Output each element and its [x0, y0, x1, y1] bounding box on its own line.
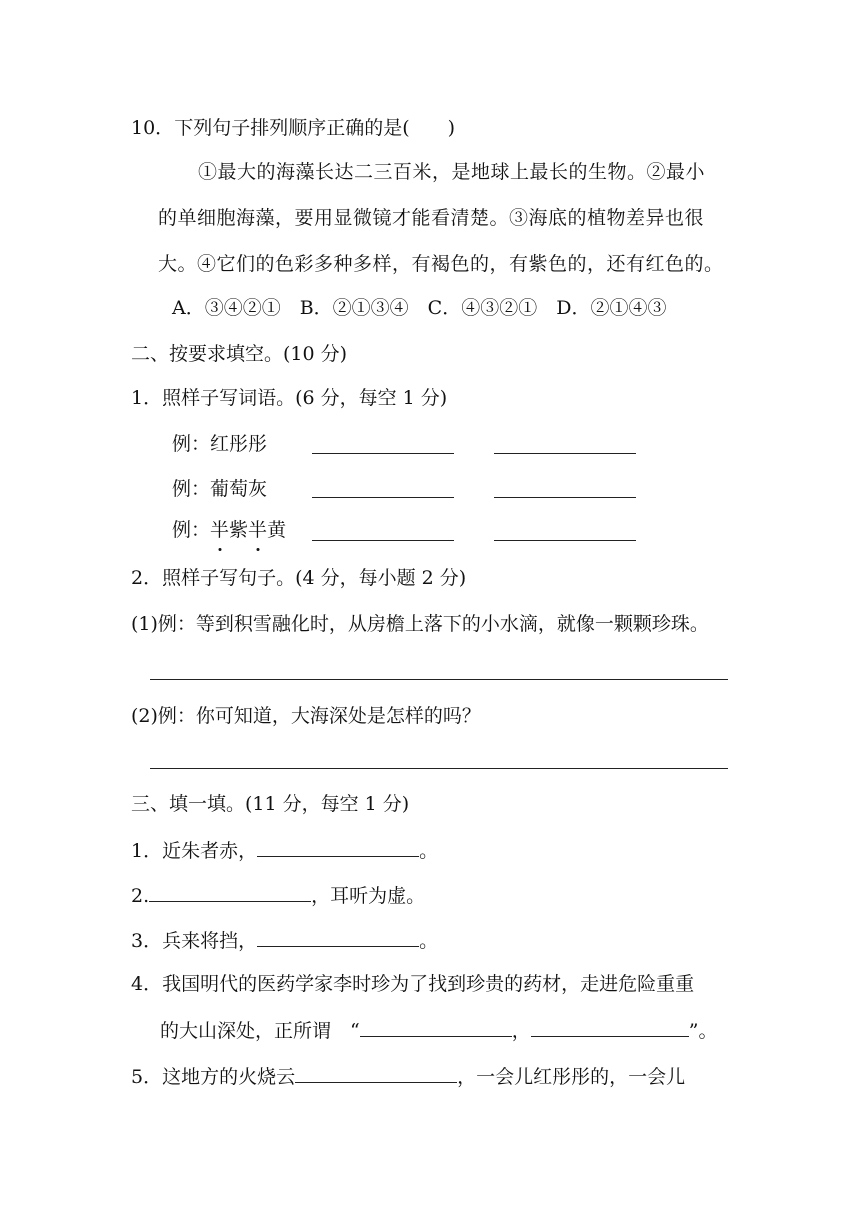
- answer-line[interactable]: [150, 768, 728, 769]
- fill-text: ，耳听为虚。: [311, 885, 426, 907]
- passage-line-2: 的单细胞海藻，要用显微镜才能看清楚。③海底的植物差异也很: [158, 207, 705, 229]
- fill-blank[interactable]: [149, 883, 311, 902]
- section-2-title: 二、按要求填空。(10 分): [131, 343, 348, 365]
- fill-blank[interactable]: [531, 1018, 689, 1037]
- emphasis-char: 半: [248, 519, 268, 541]
- example-char: 紫: [229, 519, 249, 541]
- question-text: 下列句子排列顺序正确的是( ): [174, 117, 456, 139]
- section-2-q1-stem: 1．照样子写词语。(6 分，每空 1 分): [131, 387, 448, 409]
- answer-blank[interactable]: [494, 540, 636, 541]
- example-row-3: [172, 518, 286, 542]
- section-2-q2-stem: 2．照样子写句子。(4 分，每小题 2 分): [131, 567, 467, 589]
- emphasis-char: 半: [210, 519, 230, 541]
- fill-item-1: [131, 838, 438, 863]
- example-row-1: [172, 432, 267, 456]
- fill-item-4-line-1: 4．我国明代的医药学家李时珍为了找到珍贵的药材，走进危险重重: [131, 973, 695, 995]
- passage-line-3: 大。④它们的色彩多种多样，有褐色的，有紫色的，还有红色的。: [158, 253, 724, 275]
- fill-text: 1．近朱者赤，: [131, 840, 258, 862]
- answer-blank[interactable]: [312, 497, 454, 498]
- fill-item-3: [131, 928, 438, 953]
- question-number: 10．: [131, 117, 175, 139]
- fill-blank[interactable]: [257, 928, 419, 947]
- fill-text: 2.: [131, 885, 150, 907]
- answer-options: A．③④②① B．②①③④ C．④③②① D．②①④③: [172, 297, 667, 319]
- fill-text: 5．这地方的火烧云: [131, 1066, 296, 1088]
- example-prefix: 例：: [172, 433, 211, 455]
- fill-text: 的大山深处，正所谓 “: [160, 1020, 360, 1042]
- fill-text: 。: [419, 930, 439, 952]
- fill-text: ，: [511, 1020, 531, 1042]
- answer-blank[interactable]: [312, 540, 454, 541]
- example-row-2: [172, 477, 267, 501]
- example-char: 黄: [267, 519, 287, 541]
- fill-text: ”。: [688, 1020, 718, 1042]
- fill-blank[interactable]: [295, 1064, 457, 1083]
- example-word: 红彤彤: [210, 433, 268, 455]
- fill-item-5: [131, 1064, 685, 1089]
- answer-blank[interactable]: [494, 453, 636, 454]
- section-3-title: 三、填一填。(11 分，每空 1 分): [131, 793, 410, 815]
- passage-line-1: ①最大的海藻长达二三百米，是地球上最长的生物。②最小: [198, 161, 706, 183]
- fill-item-4-line-2: [160, 1018, 717, 1043]
- example-word: 葡萄灰: [210, 478, 268, 500]
- fill-text: 。: [419, 840, 439, 862]
- sentence-example-1: (1)例：等到积雪融化时，从房檐上落下的小水滴，就像一颗颗珍珠。: [131, 613, 709, 635]
- fill-text: ，一会儿红彤彤的，一会儿: [457, 1066, 686, 1088]
- answer-blank[interactable]: [312, 453, 454, 454]
- answer-line[interactable]: [150, 679, 728, 680]
- fill-item-2: [131, 883, 425, 908]
- fill-blank[interactable]: [360, 1018, 512, 1037]
- fill-text: 3．兵来将挡，: [131, 930, 258, 952]
- sentence-example-2: (2)例：你可知道，大海深处是怎样的吗？: [131, 705, 481, 727]
- question-10-stem: [131, 116, 455, 140]
- example-prefix: 例：: [172, 478, 211, 500]
- fill-blank[interactable]: [257, 838, 419, 857]
- answer-blank[interactable]: [494, 497, 636, 498]
- example-prefix: 例：: [172, 519, 211, 541]
